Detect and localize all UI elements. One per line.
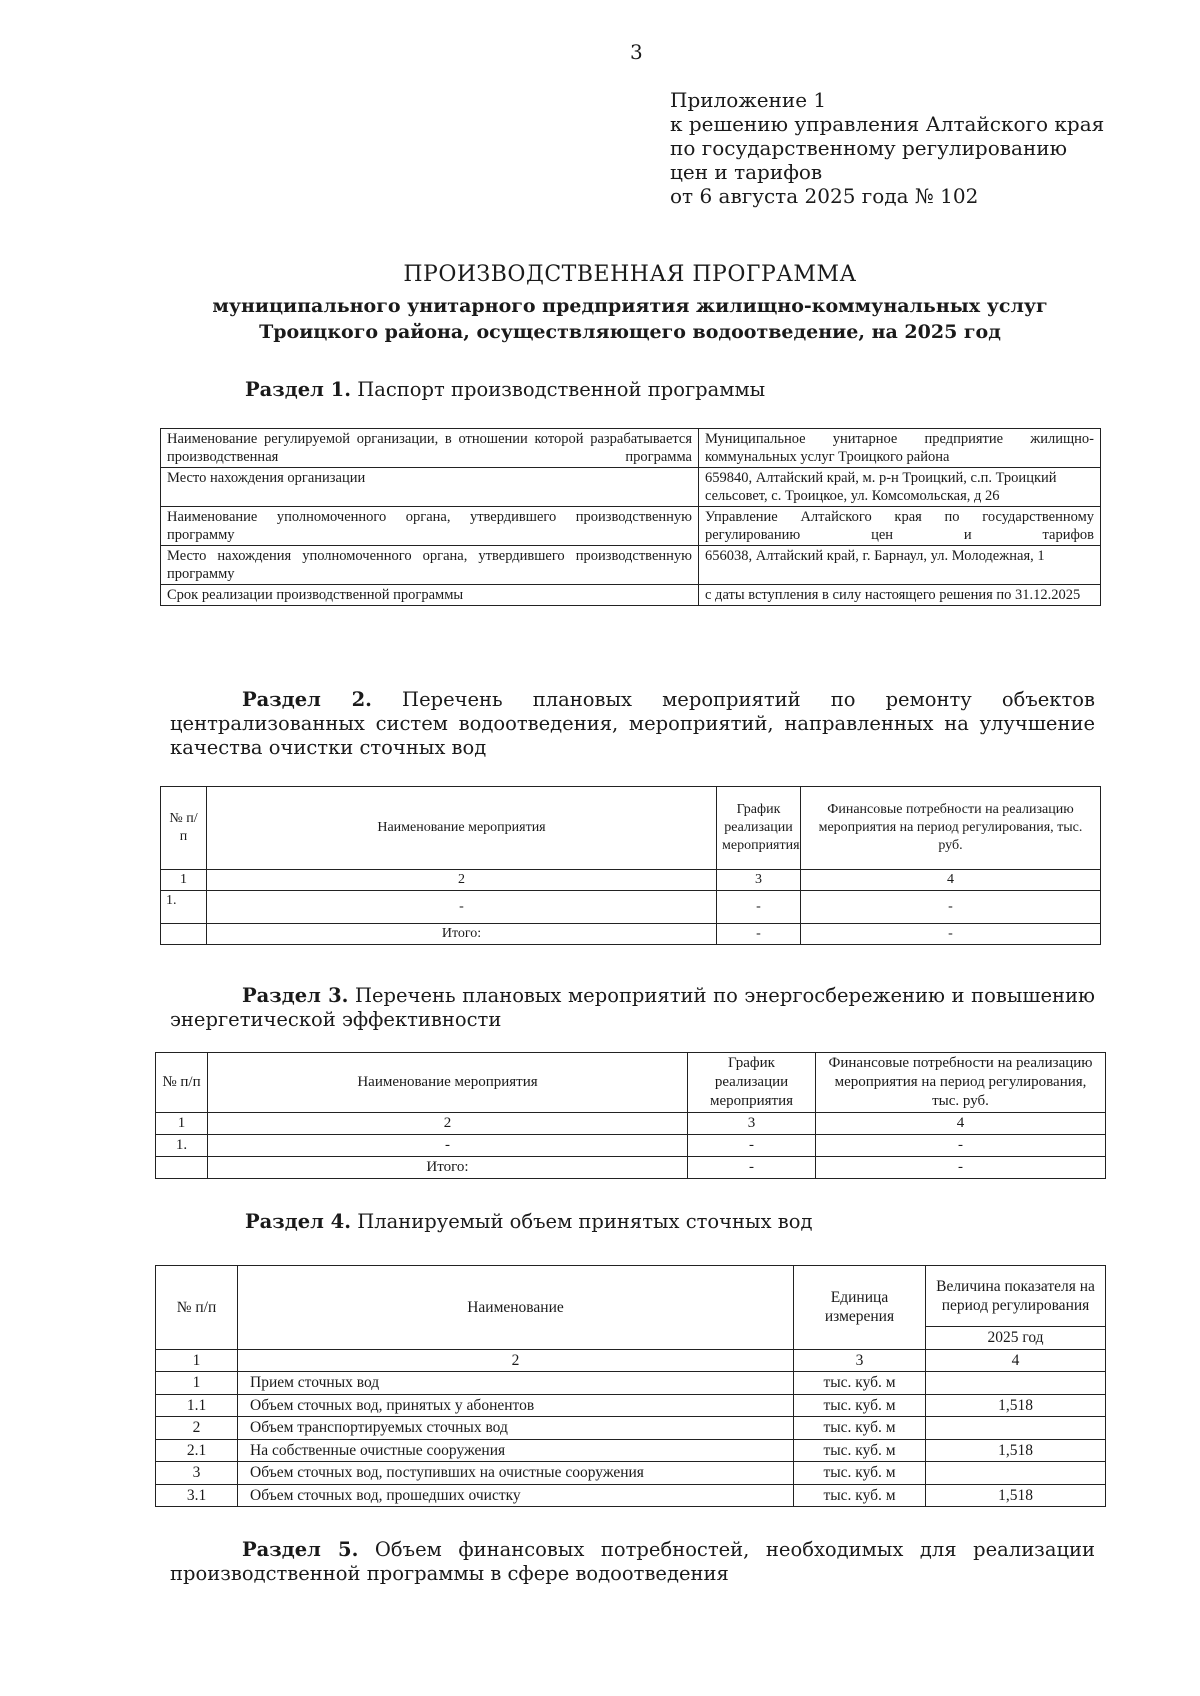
title-main: ПРОИЗВОДСТВЕННАЯ ПРОГРАММА (403, 262, 857, 287)
wastewater-volume-table (155, 1265, 1106, 1507)
table-row (156, 1135, 1106, 1157)
total-finance: - (816, 1157, 1106, 1179)
table-row (161, 507, 1101, 546)
row-unit: тыс. куб. м (794, 1417, 926, 1440)
index-cell: 1 (161, 870, 207, 891)
title-subtitle (160, 293, 1100, 345)
col-header-unit: Единица измерения (794, 1266, 926, 1350)
table-row (156, 1484, 1106, 1507)
row-name: Объем сточных вод, поступивших на очистные сооружения (238, 1462, 794, 1485)
section2-text: Перечень плановых мероприятий по ремонту объектов централизованных систем водоотведения, мероприятий, направленных на улучшение качества очистки сточных вод (170, 688, 1095, 759)
col-header-num: № п/п (161, 787, 207, 870)
col-header-schedule: График реализации мероприятия (717, 787, 801, 870)
row-name: Объем транспортируемых сточных вод (238, 1417, 794, 1440)
passport-name-cell: Наименование регулируемой организации, в отношении которой разрабатывается производственная программа (161, 429, 699, 468)
passport-name-cell: Срок реализации производственной программы (161, 585, 699, 606)
row-unit: тыс. куб. м (794, 1439, 926, 1462)
appendix-line: от 6 августа 2025 года № 102 (670, 184, 979, 208)
section3-text: Перечень плановых мероприятий по энергосбережению и повышению энергетической эффективности (170, 984, 1095, 1031)
section1-label: Раздел 1. (245, 378, 352, 401)
row-name: Объем сточных вод, прошедших очистку (238, 1484, 794, 1507)
col-header-num: № п/п (156, 1266, 238, 1350)
row-num: 2.1 (156, 1439, 238, 1462)
table-row (161, 468, 1101, 507)
table-total-row (156, 1157, 1106, 1179)
index-cell: 4 (801, 870, 1101, 891)
table-row (156, 1439, 1106, 1462)
table-header-row (156, 1053, 1106, 1113)
row-value: 1,518 (926, 1484, 1106, 1507)
table-row (156, 1417, 1106, 1440)
section5-text: Объем финансовых потребностей, необходимых для реализации производственной программы в сфере водоотведения (170, 1538, 1095, 1585)
row-num: 3 (156, 1462, 238, 1485)
total-finance: - (801, 924, 1101, 945)
passport-value-cell: Управление Алтайского края по государственному регулированию цен и тарифов (699, 507, 1101, 546)
appendix-header (670, 88, 1104, 208)
col-header-name: Наименование мероприятия (208, 1053, 688, 1113)
total-empty-cell (161, 924, 207, 945)
title-subtitle-line: муниципального унитарного предприятия жилищно-коммунальных услуг (212, 295, 1048, 317)
total-label: Итого: (207, 924, 717, 945)
page-number: 3 (630, 40, 643, 64)
section4-label: Раздел 4. (245, 1210, 352, 1233)
table-row (156, 1394, 1106, 1417)
appendix-line: по государственному регулированию (670, 136, 1068, 160)
table-row (156, 1462, 1106, 1485)
table-row (156, 1372, 1106, 1395)
section4-text: Планируемый объем принятых сточных вод (351, 1210, 813, 1233)
row-num: 1. (156, 1135, 208, 1157)
row-unit: тыс. куб. м (794, 1484, 926, 1507)
appendix-line: цен и тарифов (670, 160, 823, 184)
row-value: 1,518 (926, 1394, 1106, 1417)
row-name: Объем сточных вод, принятых у абонентов (238, 1394, 794, 1417)
col-header-schedule: График реализации мероприятия (688, 1053, 816, 1113)
row-num: 1.1 (156, 1394, 238, 1417)
row-num: 1 (156, 1372, 238, 1395)
table-row (161, 429, 1101, 468)
table-total-row (161, 924, 1101, 945)
index-cell: 3 (794, 1349, 926, 1372)
document-title (160, 262, 1100, 345)
energy-measures-table (155, 1052, 1106, 1179)
section3-heading (170, 984, 1095, 1032)
row-finance: - (801, 891, 1101, 924)
index-cell: 1 (156, 1113, 208, 1135)
repair-measures-table (160, 786, 1101, 945)
table-row (161, 585, 1101, 606)
row-num: 1. (161, 891, 207, 924)
table-row (161, 891, 1101, 924)
passport-name-cell: Место нахождения организации (161, 468, 699, 507)
section2-label: Раздел 2. (242, 688, 372, 711)
table-header-row (156, 1266, 1106, 1327)
appendix-line: Приложение 1 (670, 88, 827, 112)
passport-value-cell: с даты вступления в силу настоящего решения по 31.12.2025 (699, 585, 1101, 606)
row-value (926, 1372, 1106, 1395)
table-index-row (156, 1349, 1106, 1372)
table-header-row (161, 787, 1101, 870)
section4-heading (245, 1210, 813, 1234)
total-label: Итого: (208, 1157, 688, 1179)
row-num: 2 (156, 1417, 238, 1440)
index-cell: 3 (688, 1113, 816, 1135)
section3-label: Раздел 3. (242, 984, 349, 1007)
section5-label: Раздел 5. (242, 1538, 359, 1561)
table-index-row (156, 1113, 1106, 1135)
row-value (926, 1462, 1106, 1485)
title-subtitle-line: Троицкого района, осуществляющего водоотведение, на 2025 год (259, 321, 1001, 343)
col-header-name: Наименование мероприятия (207, 787, 717, 870)
passport-value-cell: 659840, Алтайский край, м. р-н Троицкий, с.п. Троицкий сельсовет, с. Троицкое, ул. Комсомольская, д 26 (699, 468, 1101, 507)
section2-heading (170, 688, 1095, 760)
passport-value-cell: 656038, Алтайский край, г. Барнаул, ул. Молодежная, 1 (699, 546, 1101, 585)
row-unit: тыс. куб. м (794, 1462, 926, 1485)
col-header-value: Величина показателя на период регулирования (926, 1266, 1106, 1327)
index-cell: 1 (156, 1349, 238, 1372)
col-header-name: Наименование (238, 1266, 794, 1350)
index-cell: 3 (717, 870, 801, 891)
section5-heading (170, 1538, 1095, 1586)
row-name: - (207, 891, 717, 924)
row-finance: - (816, 1135, 1106, 1157)
total-schedule: - (717, 924, 801, 945)
col-header-year: 2025 год (926, 1327, 1106, 1350)
table-index-row (161, 870, 1101, 891)
index-cell: 2 (238, 1349, 794, 1372)
total-schedule: - (688, 1157, 816, 1179)
row-unit: тыс. куб. м (794, 1394, 926, 1417)
row-num: 3.1 (156, 1484, 238, 1507)
passport-value-cell: Муниципальное унитарное предприятие жилищно-коммунальных услуг Троицкого района (699, 429, 1101, 468)
row-value (926, 1417, 1106, 1440)
index-cell: 2 (207, 870, 717, 891)
row-unit: тыс. куб. м (794, 1372, 926, 1395)
row-value: 1,518 (926, 1439, 1106, 1462)
section1-text: Паспорт производственной программы (351, 378, 766, 401)
appendix-line: к решению управления Алтайского края (670, 112, 1105, 136)
passport-table (160, 428, 1101, 606)
row-schedule: - (717, 891, 801, 924)
col-header-finance: Финансовые потребности на реализацию мероприятия на период регулирования, тыс. руб. (816, 1053, 1106, 1113)
index-cell: 4 (926, 1349, 1106, 1372)
row-schedule: - (688, 1135, 816, 1157)
passport-name-cell: Место нахождения уполномоченного органа, утвердившего производственную программу (161, 546, 699, 585)
col-header-finance: Финансовые потребности на реализацию мероприятия на период регулирования, тыс. руб. (801, 787, 1101, 870)
index-cell: 2 (208, 1113, 688, 1135)
index-cell: 4 (816, 1113, 1106, 1135)
row-name: Прием сточных вод (238, 1372, 794, 1395)
row-name: На собственные очистные сооружения (238, 1439, 794, 1462)
col-header-num: № п/п (156, 1053, 208, 1113)
section1-heading (245, 378, 765, 402)
passport-name-cell: Наименование уполномоченного органа, утвердившего производственную программу (161, 507, 699, 546)
total-empty-cell (156, 1157, 208, 1179)
table-row (161, 546, 1101, 585)
row-name: - (208, 1135, 688, 1157)
